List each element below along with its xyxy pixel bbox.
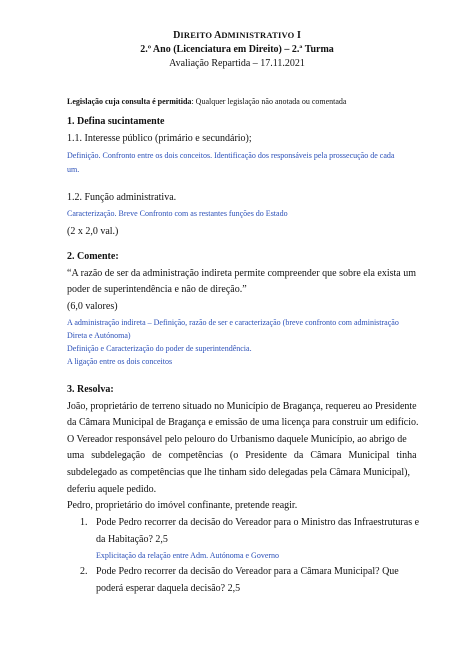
q3-sub1-number: 1. <box>80 517 88 528</box>
q3-p2-line1: O Vereador responsável pelo pelouro do Urbanismo daquele Município, ao abrigo de <box>67 434 407 445</box>
document-subtitle: 2.º Ano (Licenciatura em Direito) – 2.ª Turma <box>140 44 334 55</box>
q2-note1-line1: A administração indireta – Definição, razão de ser e caracterização (breve confronto com administração <box>67 318 399 327</box>
q3-p2-line4: deferiu aquele pedido. <box>67 484 157 495</box>
q1-item2-note: Caracterização. Breve Confronto com as restantes funções do Estado <box>67 209 288 218</box>
q3-sub2-line1: Pode Pedro recorrer da decisão do Vereador para a Câmara Municipal? Que <box>96 566 399 577</box>
q3-heading: 3. Resolva: <box>67 384 114 395</box>
q1-item1: 1.1. Interesse público (primário e secundário); <box>67 133 252 144</box>
q1-item1-note-line2: um. <box>67 165 80 174</box>
q2-heading: 2. Comente: <box>67 251 119 262</box>
q3-p3: Pedro, proprietário do imóvel confinante, pretende reagir. <box>67 500 298 511</box>
q3-sub2-line2: poderá esperar daquela decisão? 2,5 <box>96 583 241 594</box>
q3-sub1-note: Explicitação da relação entre Adm. Autónoma e Governo <box>96 551 280 560</box>
q2-quote-line2: poder de superintendência e não de direção.” <box>67 284 247 295</box>
q3-p1-line1: João, proprietário de terreno situado no Município de Bragança, requereu ao Presidente <box>67 401 417 412</box>
q1-heading: 1. Defina sucintamente <box>67 116 165 127</box>
q3-sub2-number: 2. <box>80 566 88 577</box>
q2-note1-line2: Direta e Autónoma) <box>67 331 131 340</box>
q2-note3: A ligação entre os dois conceitos <box>67 357 173 366</box>
q3-p2-line2: uma subdelegação de competências (o Presidente da Câmara Municipal tinha <box>67 450 417 461</box>
q3-p2-line3: subdelegado as competências que lhe tinham sido delegadas pela Câmara Municipal), <box>67 467 410 478</box>
q3-p1-line2: da Câmara Municipal de Bragança e emissão de uma licença para construir um edifício. <box>67 417 419 428</box>
q3-sub1-line2: da Habitação? 2,5 <box>96 534 168 545</box>
q3-sub1-line1: Pode Pedro recorrer da decisão do Vereador para o Ministro das Infraestruturas e <box>96 517 420 528</box>
q1-item2: 1.2. Função administrativa. <box>67 192 177 203</box>
legislation-note <box>67 97 346 106</box>
q1-score: (2 x 2,0 val.) <box>67 226 119 237</box>
legislation-label: Legislação cuja consulta é permitida <box>67 97 192 106</box>
document-title: DIREITO ADMINISTRATIVO I <box>173 30 301 41</box>
q2-note2: Definição e Caracterização do poder de superintendência. <box>67 344 252 353</box>
legislation-text: : Qualquer legislação não anotada ou comentada <box>191 97 347 106</box>
q1-item1-note-line1: Definição. Confronto entre os dois conceitos. Identificação dos responsáveis pela prossecução de cada <box>67 151 395 160</box>
q2-score: (6,0 valores) <box>67 301 118 312</box>
evaluation-date: Avaliação Repartida – 17.11.2021 <box>169 58 305 69</box>
q2-quote-line1: “A razão de ser da administração indireta permite compreender que sobre ela exista um <box>67 268 417 279</box>
